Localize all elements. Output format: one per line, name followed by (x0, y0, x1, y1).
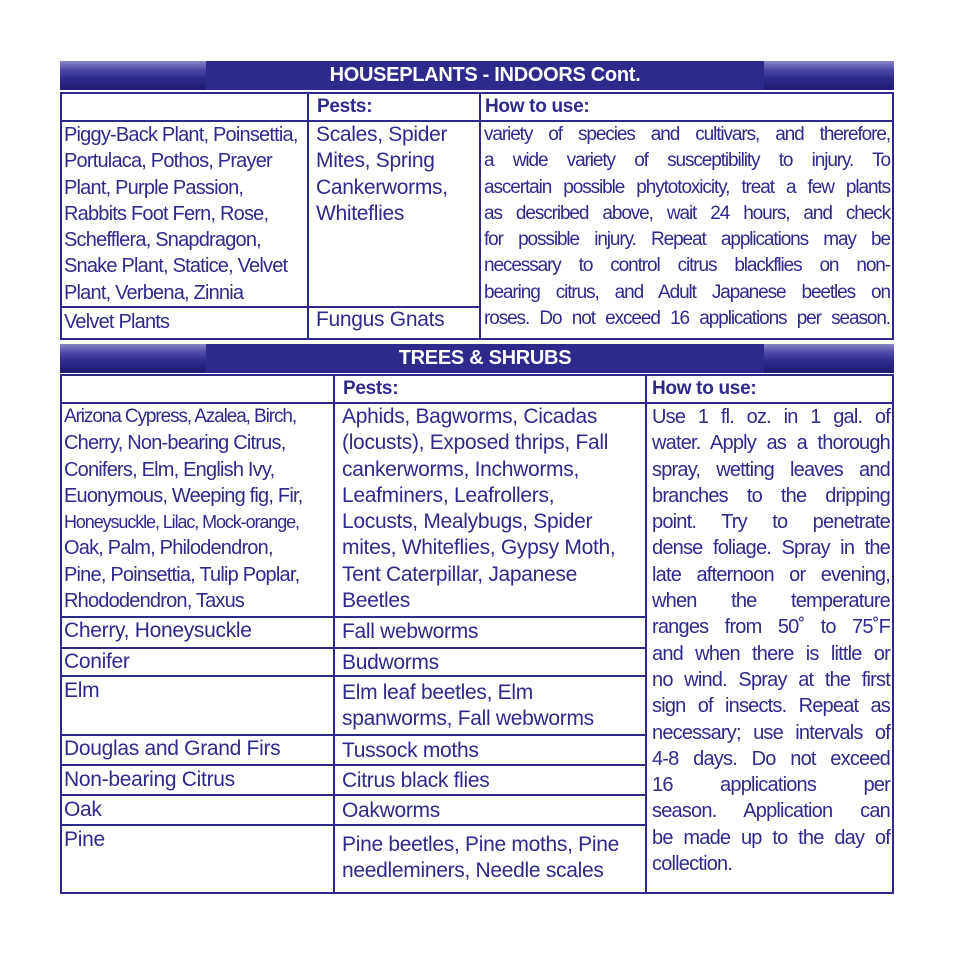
trees-row-5-plants: Douglas and Grand Firs (64, 737, 281, 760)
trees-row-1-pests: Aphids, Bagworms, Cicadas (locusts), Exposed thrips, Fall cankerworms, Inchworms, Leafminers, Leafrollers, Locusts, Mealybugs, Spider mites, Whiteflies, Gypsy Moth, Tent Caterpillar, Japanese Beetles (342, 405, 616, 613)
trees-row-7-plants: Oak (64, 798, 102, 821)
houseplants-how-header: How to use: (485, 96, 590, 117)
trees-row-2-plants: Cherry, Honeysuckle (64, 619, 252, 642)
trees-table (60, 374, 894, 894)
houseplants-banner-title: HOUSEPLANTS - INDOORS Cont. (206, 61, 764, 90)
houseplants-row-1-plants: Piggy-Back Plant, Poinsettia, Portulaca, Pothos, Prayer Plant, Purple Passion, Rabbits Foot Fern, Rose, Schefflera, Snapdragon, Snake Plant, Statice, Velvet Plant, Verbena, Zinnia (64, 124, 298, 304)
trees-row-8-plants: Pine (64, 828, 105, 851)
trees-row-6-plants: Non-bearing Citrus (64, 768, 235, 791)
trees-row-6-pests: Citrus black flies (342, 769, 490, 792)
houseplants-how-text: variety of species and cultivars, and therefore, a wide variety of susceptibility to injury. To ascertain possible phytotoxicity, treat a few plants as described above, wait 24 hours, and check for possible injury. Repeat applications may be necessary to control citrus blackflies on non- bearing citrus, and Adult Japanese beetles on roses. Do not exceed 16 applications per season. (484, 124, 890, 330)
houseplants-row-1-pests: Scales, Spider Mites, Spring Cankerworms, Whiteflies (316, 123, 448, 225)
trees-row-4-pests: Elm leaf beetles, Elm spanworms, Fall webworms (342, 681, 594, 731)
houseplants-table (60, 92, 894, 340)
trees-row-4-plants: Elm (64, 679, 100, 702)
trees-banner-title: TREES & SHRUBS (206, 344, 764, 373)
trees-row-8-pests: Pine beetles, Pine moths, Pine needleminers, Needle scales (342, 833, 620, 883)
trees-row-3-pests: Budworms (342, 651, 439, 674)
trees-row-2-pests: Fall webworms (342, 620, 479, 643)
trees-row-7-pests: Oakworms (342, 799, 440, 822)
trees-how-header: How to use: (652, 378, 757, 399)
trees-row-5-pests: Tussock moths (342, 739, 479, 762)
houseplants-row-2-pests: Fungus Gnats (316, 308, 445, 331)
trees-banner (60, 344, 894, 373)
trees-how-text: Use 1 fl. oz. in 1 gal. of water. Apply as a thorough spray, wetting leaves and branches to the dripping point. Try to penetrate dense foliage. Spray in the late afternoon or evening, when the temperature ranges from 50˚ to 75˚F and when there is little or no wind. Spray at the first sign of insects. Repeat as necessary; use intervals of 4-8 days. Do not exceed 16 applications per season. Application can be made up to the day of collection. (652, 406, 890, 876)
trees-row-3-plants: Conifer (64, 650, 130, 673)
trees-row-1-plants: Arizona Cypress, Azalea, Birch, Cherry, Non-bearing Citrus, Conifers, Elm, English Ivy, Euonymous, Weeping fig, Fir, Honeysuckle, Lilac, Mock-orange, Oak, Palm, Philodendron, Pine, Poinsettia, Tulip Poplar, Rhododendron, Taxus (64, 406, 303, 613)
houseplants-row-2-plants: Velvet Plants (64, 311, 170, 333)
houseplants-pests-header: Pests: (317, 96, 373, 117)
trees-pests-header: Pests: (343, 378, 399, 399)
houseplants-banner (60, 61, 894, 90)
